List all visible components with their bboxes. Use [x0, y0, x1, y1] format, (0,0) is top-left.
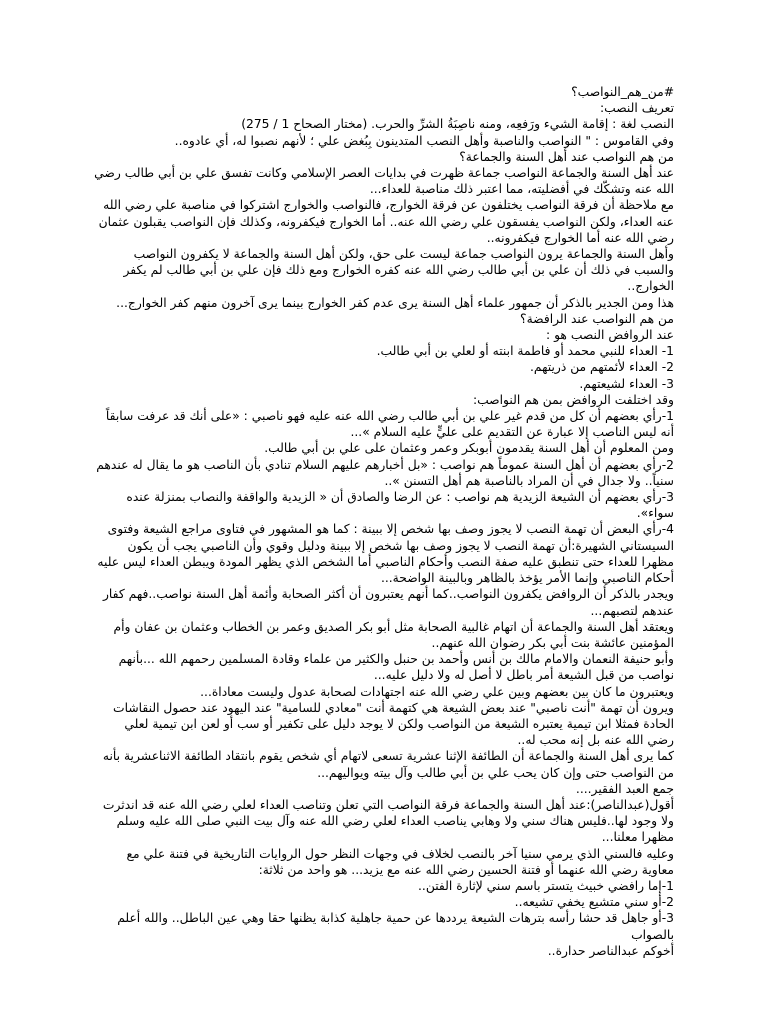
paragraph: ومن المعلوم أن أهل السنة يقدمون أبوبكر وعمر وعثمان على علي بن أبي طالب. [264, 441, 674, 456]
paragraph: كما يرى أهل السنة والجماعة أن الطائفة الإثنا عشرية تسعى لاتهام أي شخص يقوم بانتقاد الطائفة الاثناعشرية بأنه من النواصب حتى وإن كان يحب علي بن أبي طالب وآل بيته ويواليهم... [102, 749, 674, 780]
list-item: 1-إما رافضي خبيث يتستر باسم سني لإثارة الفتن.. [418, 878, 674, 893]
paragraph: ويعتبرون ما كان بين بعضهم وبين علي رضي الله عنه اجتهادات لصحابة عدول وليست معاداة... [200, 684, 674, 699]
paragraph: وأبو حنيفة النعمان والامام مالك بن أنس وأحمد بن حنبل والكثير من علماء وقادة المسلمين رحمهم الله ...بأنهم نواصب من قبل الشيعة أمر باطل لا أصل له ولا دليل عليه... [118, 652, 674, 683]
list-item: 3- العداء لشيعتهم. [579, 376, 674, 391]
list-item: 2- العداء لأئمتهم من ذريتهم. [529, 360, 674, 375]
section-heading: من هم النواصب عند أهل السنة والجماعة؟ [459, 149, 674, 164]
list-item: 2-رأي بعضهم أن أهل السنة عموماً هم نواصب : «بل أخبارهم عليهم السلام تنادي بأن الناصب هو ما يقال له عندهم سنياً.. ولا جدال في أن المراد بالناصبة هم أهل التسنن ».. [96, 457, 674, 488]
document-body [94, 84, 674, 959]
paragraph: عند الروافض النصب هو : [546, 328, 674, 343]
section-heading: من هم النواصب عند الرافضة؟ [520, 311, 674, 326]
paragraph: وأهل السنة والجماعة يرون النواصب جماعة ليست على حق، ولكن أهل السنة والجماعة لا يكفرون النواصب والسبب في ذلك أن علي بن أبي طالب رضي الله عنه كفره الخوارج ومع ذلك فإن علي بن أبي طالب لم يكفر الخوارج.. [123, 247, 674, 294]
list-item: 1-رأي بعضهم أن كل من قدم غير علي بن أبي طالب رضي الله عنه عليه فهو ناصبي : «على أنك قد عرفت سابقاً أنه ليس الناصب إلا عبارة عن التقديم على عليٍّ عليه السلام »... [105, 409, 674, 440]
paragraph: وعليه فالسني الذي يرمي سنيا آخر بالنصب لخلاف في وجهات النظر حول الروايات التاريخية في فتنة علي مع معاوية رضي الله عنهما أو فتنة الحسين رضي الله عنه مع يزيد... هو واحد من ثلاثة: [126, 846, 674, 877]
list-item: 4-رأي البعض أن تهمة النصب لا يجوز وصف بها شخص إلا ببينة : كما هو المشهور في فتاوى مراجع الشيعة وفتوى السيستاني الشهيرة:أن تهمة النصب لا يجوز وصف بها شخص إلا ببينة ودليل وقوي وأن الناصبي يجب أن يكون مظهرا للعداء حتى تنطبق عليه صفة النصب وأحكام الناصبي أما الشخص الذي يظهر المودة ويبطن العداء ليس عليه أحكام الناصبي وإنما الأمر يؤخذ بالظاهر وبالبينة الواضحة... [97, 522, 674, 586]
paragraph: مع ملاحظة أن فرقة النواصب يختلفون عن فرقة الخوارج، فالنواصب والخوارج اشتركوا في مناصبة علي رضي الله عنه العداء، ولكن النواصب يفسقون علي رضي الله عنه.. أما الخوارج فيكفرونه، وكذلك فإن النواصب يقبلون عثمان رضي الله عنه أما الخوارج فيكفرونه.. [98, 198, 674, 245]
paragraph: ويجدر بالذكر أن الروافض يكفرون النواصب..كما أنهم يعتبرون أن أكثر الصحابة وأئمة أهل السنة نواصب..فهم كفار عندهم لتصبهم... [102, 587, 674, 618]
list-item: 1- العداء للنبي محمد أو فاطمة ابنته أو لعلي بن أبي طالب. [376, 344, 674, 359]
paragraph: النصب لغة : إقامة الشيء ورَفعِه، ومنه ناصِبَةُ الشرِّ والحرب. (مختار الصحاح 1 / 275) [241, 117, 674, 132]
list-item: 3-أو جاهل قد حشا رأسه بترهات الشيعة يرددها عن حمية جاهلية كذابة يظنها حقا وهي عين الباطل.. والله أعلم بالصواب [117, 911, 674, 942]
paragraph: هذا ومن الجدير بالذكر أن جمهور علماء أهل السنة يرى عدم كفر الخوارج بينما يرى آخرون منهم كفر الخوارج... [116, 295, 674, 310]
paragraph: جمع العبد الفقير.... [575, 781, 674, 796]
paragraph: ويرون أن تهمة "أنت ناصبي" عند بعض الشيعة هي كتهمة أنت "معادي للسامية" عند اليهود عند حصول النقاشات الحادة فمثلا ابن تيمية يعتبره الشيعة من النواصب ولكن لا يوجد دليل على تكفير أو سب أو لعن ابن تيمية لعلي رضي الله عنه بل إنه محب له.. [113, 700, 674, 748]
document-title: #من_هم_النواصب؟ [571, 85, 674, 99]
paragraph: وفي القاموس : " النواصب والناصبة وأهل النصب المتدينون بِبُغض علي ؛ لأنهم نصبوا له، أي عادوه.. [174, 133, 674, 148]
list-item: 2-أو سني متشيع يخفي تشيعه.. [514, 895, 674, 910]
paragraph: أقول(عبدالناصر):عند أهل السنة والجماعة فرقة النواصب التي تعلن وتناصب العداء لعلي رضي الله عنه قد اندثرت ولا وجود لها..فليس هناك سني ولا وهابي يناصب العداء لعلي رضي الله عنه وآل بيت النبي صلى الله عليه وسلم مظهرا معلنا... [102, 797, 674, 845]
section-heading: تعريف النصب: [600, 101, 674, 116]
signature-line: أخوكم عبدالناصر حدارة.. [547, 943, 674, 958]
paragraph: وقد اختلفت الروافض بمن هم النواصب: [472, 392, 674, 407]
list-item: 3-رأي بعضهم أن الشيعة الزيدية هم نواصب : عن الرضا والصادق أن « الزيدية والواقفة والنصاب بمنزلة عنده سواء». [126, 490, 674, 521]
paragraph: عند أهل السنة والجماعة النواصب جماعة ظهرت في بدايات العصر الإسلامي وكانت تفسق علي بن أبي طالب رضي الله عنه وتشكّك في أفضليته، مما اعتبر ذلك مناصبة للعداء... [94, 166, 674, 197]
paragraph: ويعتقد أهل السنة والجماعة أن اتهام غالبية الصحابة مثل أبو بكر الصديق وعمر بن الخطاب وعثمان بن عفان وأم المؤمنين عائشة بنت أبي بكر رضوان الله عنهم.. [113, 619, 674, 650]
